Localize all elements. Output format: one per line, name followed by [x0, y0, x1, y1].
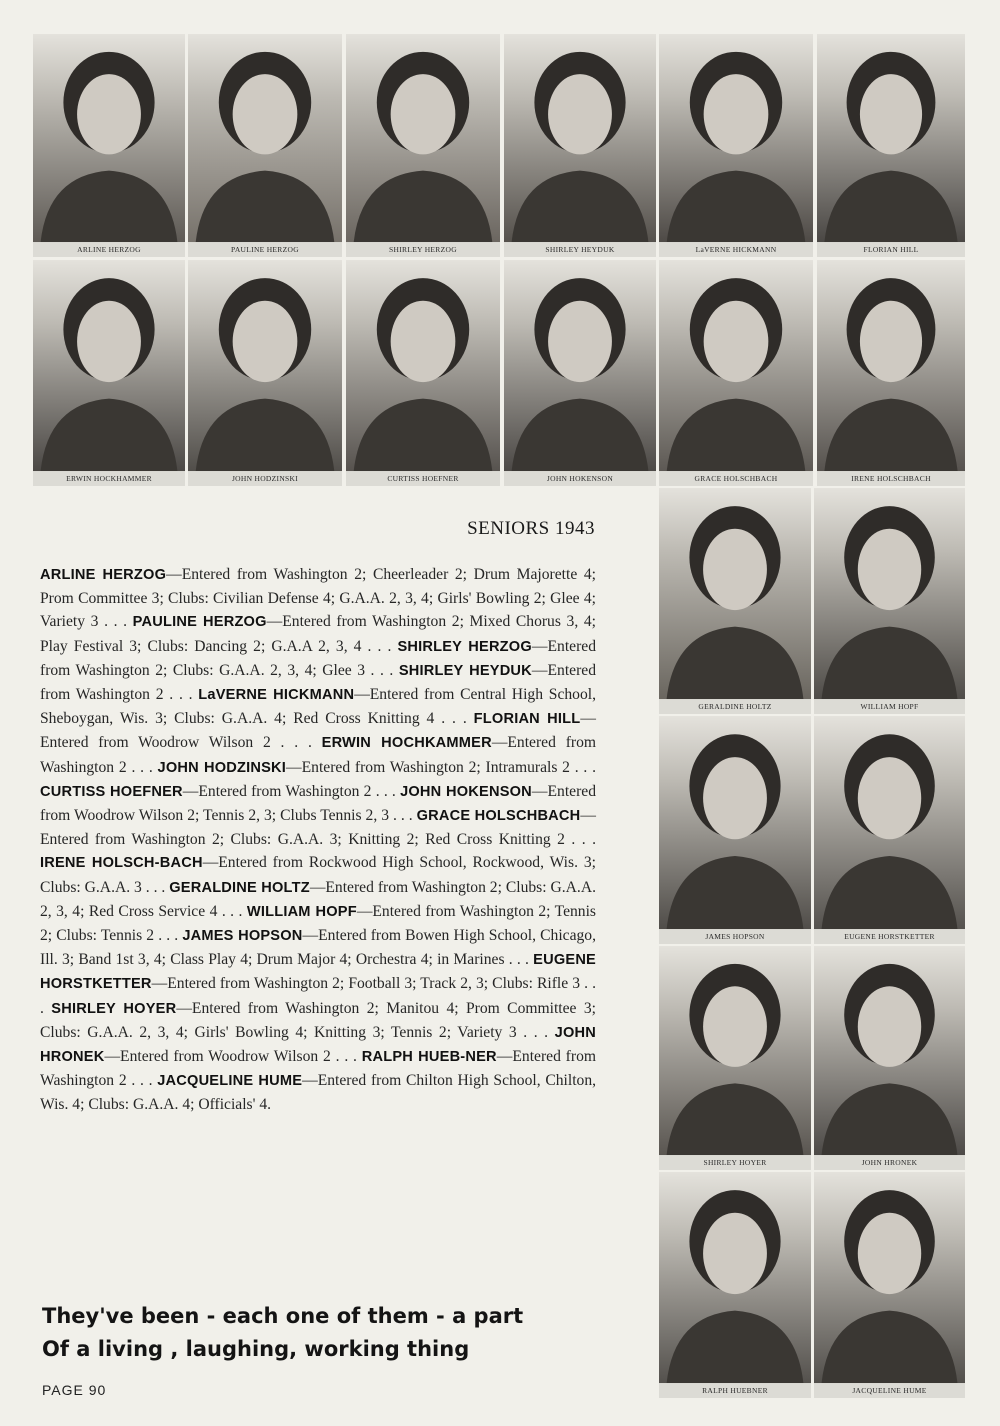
- portrait-silhouette-icon: [814, 946, 965, 1155]
- senior-activities: —Entered from Washington 2 . . .: [40, 1048, 596, 1090]
- portrait-caption: SHIRLEY HEYDUK: [504, 243, 656, 257]
- poem-line-2: Of a living , laughing, working thing: [42, 1337, 470, 1361]
- senior-activities: —Entered from Bowen High School, Chicago, Ill. 3; Band 1st 3, 4; Class Play 4; Drum Major 4; Orchestra 4; in Marines . . .: [40, 927, 596, 969]
- portrait-silhouette-icon: [817, 260, 965, 471]
- portrait-photo: [814, 716, 965, 944]
- senior-name: PAULINE HERZOG: [132, 614, 267, 631]
- portrait-photo: [659, 260, 813, 486]
- portrait-caption: GRACE HOLSCHBACH: [659, 472, 813, 486]
- senior-activities: —Entered from Washington 2; Mixed Chorus 3, 4; Play Festival 3; Clubs: Dancing 2; G.A.A 2, 3, 4 . . .: [40, 613, 597, 655]
- portrait-caption: JOHN HOKENSON: [504, 472, 656, 486]
- portrait-silhouette-icon: [659, 260, 813, 471]
- portrait-image: [188, 260, 342, 471]
- portrait-silhouette-icon: [659, 716, 811, 929]
- portrait-silhouette-icon: [33, 34, 185, 242]
- senior-activities: —Entered from Washington 2; Clubs: G.A.A. 2, 3, 4; Red Cross Service 4 . . .: [40, 878, 596, 920]
- portrait-caption: EUGENE HORSTKETTER: [814, 930, 965, 944]
- portrait-image: [659, 260, 813, 471]
- senior-activities: —Entered from Washington 2 . . .: [40, 734, 597, 776]
- portrait-image: [33, 260, 185, 471]
- portrait-image: [504, 34, 656, 242]
- portrait-photo: [659, 34, 813, 257]
- portrait-caption: ERWIN HOCKHAMMER: [33, 472, 185, 486]
- portrait-caption: RALPH HUEBNER: [659, 1384, 811, 1398]
- portrait-image: [817, 260, 965, 471]
- portrait-image: [814, 488, 965, 699]
- portrait-silhouette-icon: [659, 946, 811, 1155]
- portrait-silhouette-icon: [814, 1172, 965, 1383]
- portrait-image: [659, 716, 811, 929]
- portrait-photo: [659, 946, 811, 1170]
- senior-biographies: [40, 563, 596, 1117]
- portrait-photo: [817, 260, 965, 486]
- senior-name: JAMES HOPSON: [182, 928, 303, 945]
- portrait-silhouette-icon: [659, 1172, 811, 1383]
- senior-activities: —Entered from Washington 2; Clubs: G.A.A. 2, 3, 4; Glee 3 . . .: [40, 637, 596, 679]
- portrait-photo: [346, 260, 500, 486]
- senior-activities: —Entered from Woodrow Wilson 2; Tennis 2, 3; Clubs Tennis 2, 3 . . .: [40, 782, 597, 825]
- senior-name: JOHN HOKENSON: [400, 783, 532, 800]
- portrait-caption: PAULINE HERZOG: [188, 243, 342, 257]
- senior-activities: —Entered from Washington 2; Manitou 4; Prom Committee 3; Clubs: G.A.A. 2, 3, 4; Girls' Bowling 4; Knitting 3; Tennis 2; Variety 3 . . .: [40, 999, 596, 1041]
- portrait-caption: WILLIAM HOPF: [814, 700, 965, 714]
- portrait-image: [814, 1172, 965, 1383]
- portrait-photo: [659, 488, 811, 714]
- portrait-image: [33, 34, 185, 242]
- portrait-caption: LaVERNE HICKMANN: [659, 243, 813, 257]
- portrait-photo: [659, 1172, 811, 1398]
- senior-activities: —Entered from Woodrow Wilson 2 . . .: [104, 1048, 362, 1066]
- portrait-caption: JOHN HODZINSKI: [188, 472, 342, 486]
- portrait-image: [659, 1172, 811, 1383]
- portrait-image: [659, 488, 811, 699]
- senior-name: RALPH HUEB-NER: [361, 1049, 497, 1066]
- portrait-caption: ARLINE HERZOG: [33, 243, 185, 257]
- portrait-silhouette-icon: [188, 34, 342, 242]
- senior-activities: —Entered from Washington 2 . . .: [40, 661, 597, 704]
- section-title: SENIORS 1943: [467, 518, 595, 539]
- senior-name: JACQUELINE HUME: [157, 1073, 303, 1090]
- portrait-caption: JACQUELINE HUME: [814, 1384, 965, 1398]
- poem: [42, 1300, 602, 1366]
- portrait-photo: [504, 34, 656, 257]
- senior-activities: —Entered from Chilton High School, Chilton, Wis. 4; Clubs: G.A.A. 4; Officials' 4.: [40, 1072, 597, 1114]
- portrait-caption: CURTISS HOEFNER: [346, 472, 500, 486]
- portrait-photo: [814, 946, 965, 1170]
- portrait-image: [814, 946, 965, 1155]
- portrait-photo: [814, 1172, 965, 1398]
- portrait-silhouette-icon: [814, 488, 965, 699]
- portrait-caption: IRENE HOLSCHBACH: [817, 472, 965, 486]
- portrait-image: [659, 34, 813, 242]
- senior-name: FLORIAN HILL: [473, 711, 581, 728]
- portrait-photo: [346, 34, 500, 257]
- senior-name: IRENE HOLSCH-BACH: [40, 855, 203, 872]
- senior-name: EUGENE HORSTKETTER: [40, 952, 596, 993]
- portrait-silhouette-icon: [504, 260, 656, 471]
- portrait-silhouette-icon: [817, 34, 965, 242]
- portrait-image: [504, 260, 656, 471]
- senior-activities: —Entered from Washington 2; Tennis 2; Clubs: Tennis 2 . . .: [40, 902, 597, 945]
- portrait-photo: [814, 488, 965, 714]
- portrait-silhouette-icon: [346, 260, 500, 471]
- page-number: PAGE 90: [42, 1382, 107, 1398]
- portrait-image: [188, 34, 342, 242]
- senior-activities: —Entered from Woodrow Wilson 2 . . .: [40, 710, 597, 752]
- portrait-silhouette-icon: [659, 488, 811, 699]
- portrait-image: [346, 34, 500, 242]
- portrait-caption: GERALDINE HOLTZ: [659, 700, 811, 714]
- senior-name: LaVERNE HICKMANN: [198, 687, 355, 704]
- portrait-caption: FLORIAN HILL: [817, 243, 965, 257]
- senior-name: ARLINE HERZOG: [40, 567, 167, 583]
- senior-name: GERALDINE HOLTZ: [169, 879, 310, 896]
- senior-activities: —Entered from Washington 2; Clubs: G.A.A. 3; Knitting 2; Red Cross Knitting 2 . . .: [40, 807, 596, 849]
- portrait-photo: [188, 34, 342, 257]
- portrait-caption: SHIRLEY HERZOG: [346, 243, 500, 257]
- portrait-photo: [659, 716, 811, 944]
- portrait-silhouette-icon: [33, 260, 185, 471]
- portrait-silhouette-icon: [814, 716, 965, 929]
- portrait-silhouette-icon: [659, 34, 813, 242]
- portrait-image: [659, 946, 811, 1155]
- senior-name: SHIRLEY HOYER: [51, 1000, 177, 1017]
- senior-name: JOHN HRONEK: [40, 1024, 596, 1066]
- senior-name: WILLIAM HOPF: [246, 903, 357, 920]
- portrait-caption: JAMES HOPSON: [659, 930, 811, 944]
- poem-line-1: They've been - each one of them - a part: [42, 1304, 524, 1328]
- portrait-image: [814, 716, 965, 929]
- portrait-caption: SHIRLEY HOYER: [659, 1156, 811, 1170]
- senior-activities: —Entered from Washington 2 . . .: [182, 782, 401, 800]
- senior-name: SHIRLEY HEYDUK: [398, 662, 532, 679]
- portrait-photo: [33, 260, 185, 486]
- senior-activities: —Entered from Washington 2; Intramurals 2 . . .: [286, 758, 596, 776]
- portrait-image: [346, 260, 500, 471]
- portrait-silhouette-icon: [188, 260, 342, 471]
- portrait-silhouette-icon: [346, 34, 500, 242]
- portrait-photo: [188, 260, 342, 486]
- senior-name: CURTISS HOEFNER: [40, 783, 183, 800]
- portrait-image: [817, 34, 965, 242]
- senior-name: ERWIN HOCHKAMMER: [321, 735, 492, 752]
- senior-name: SHIRLEY HERZOG: [397, 638, 532, 655]
- portrait-photo: [817, 34, 965, 257]
- portrait-photo: [504, 260, 656, 486]
- portrait-caption: JOHN HRONEK: [814, 1156, 965, 1170]
- senior-activities: —Entered from Rockwood High School, Rockwood, Wis. 3; Clubs: G.A.A. 3 . . .: [40, 854, 596, 896]
- portrait-silhouette-icon: [504, 34, 656, 242]
- senior-activities: —Entered from Central High School, Sheboygan, Wis. 3; Clubs: G.A.A. 4; Red Cross Knitting 4 . . .: [40, 686, 596, 728]
- portrait-photo: [33, 34, 185, 257]
- senior-name: GRACE HOLSCHBACH: [416, 808, 581, 825]
- senior-activities: —Entered from Washington 2; Cheerleader 2; Drum Majorette 4; Prom Committee 3; Clubs: Civilian Defense 4; G.A.A. 2, 3, 4; Girls' Bowling 2; Glee 4; Variety 3 . . .: [40, 566, 596, 631]
- senior-name: JOHN HODZINSKI: [157, 759, 287, 776]
- senior-activities: —Entered from Washington 2; Football 3; Track 2, 3; Clubs: Rifle 3 . . .: [40, 975, 596, 1017]
